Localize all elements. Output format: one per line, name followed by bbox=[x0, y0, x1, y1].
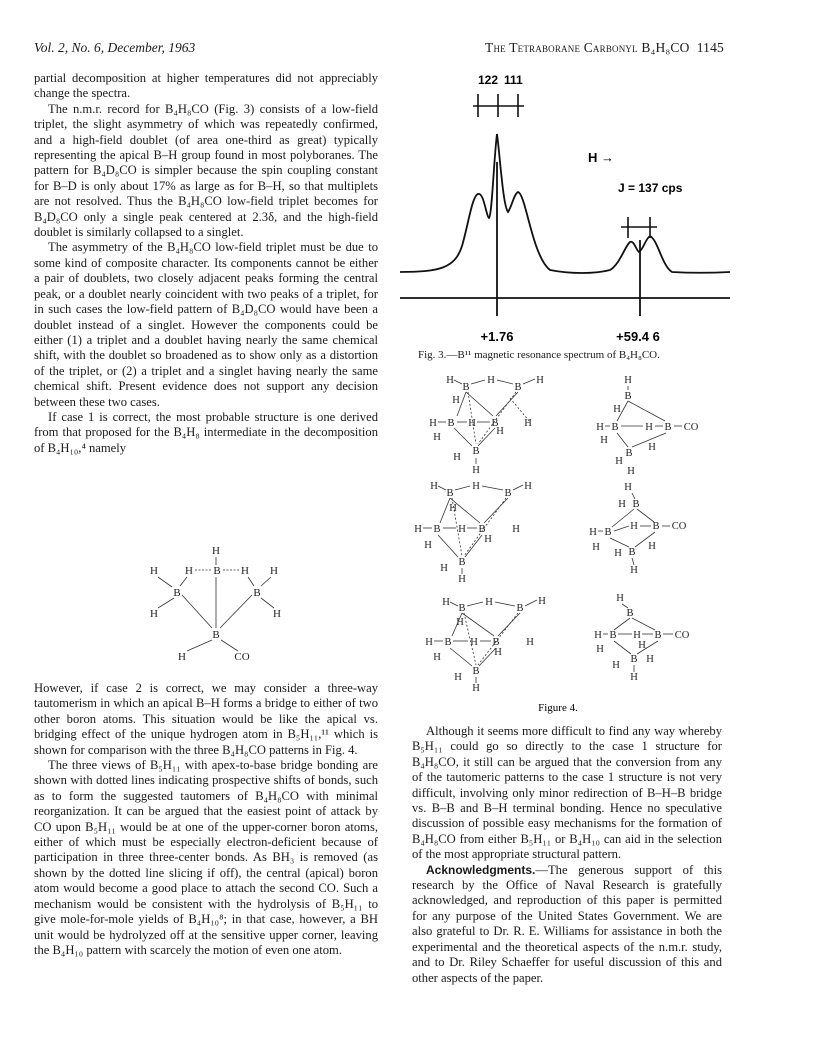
atom-label: B bbox=[433, 524, 441, 535]
atom-label: H bbox=[600, 435, 608, 446]
atom-label: H bbox=[185, 565, 193, 577]
atom-label: B bbox=[444, 637, 452, 648]
atom-label: B bbox=[458, 557, 466, 568]
acknowledgments-paragraph bbox=[412, 863, 722, 986]
right-column-bottom bbox=[412, 724, 722, 986]
atom-label: H bbox=[616, 593, 624, 604]
atom-label: H bbox=[442, 597, 450, 608]
atom-label: B bbox=[173, 587, 181, 599]
atom-label: H bbox=[273, 608, 281, 620]
atom-label: B bbox=[462, 382, 470, 393]
running-title: The Tetraborane Carbonyl B₄H₈CO bbox=[485, 40, 690, 55]
paragraph: The asymmetry of the B₄H₈CO low-field triplet must be due to some kind of composite character. Its components cannot be either a pair of doublets, two closely adjacent peaks forming the central peak, or a doublet nearly coincident with two peaks of a triplet, for in such cases the low-field pattern of B₄D₈CO would have been a doublet instead of a singlet. However the components could be either (1) a triplet and a doublet having nearly the same chemical shift, with the doublet so broadened as to show only as a distortion of the triplet, or (2) a triplet and a singlet having nearly the same chemical shift. Present evidence does not support any decision between these two cases. bbox=[34, 240, 378, 409]
atom-label: H bbox=[150, 565, 158, 577]
atom-label: H bbox=[630, 672, 638, 683]
atom-label: CO bbox=[674, 630, 690, 641]
atom-label: B bbox=[472, 666, 480, 677]
atom-label: H bbox=[536, 375, 544, 386]
atom-label: B bbox=[609, 630, 617, 641]
atom-label: B bbox=[478, 524, 486, 535]
paragraph: If case 1 is correct, the most probable structure is one derived from that proposed for the B₄H₈ intermediate in the decomposition of B₄H₁₀,⁴ namely bbox=[34, 409, 378, 455]
atom-label: H bbox=[458, 574, 466, 585]
atom-label: H bbox=[484, 534, 492, 545]
atom-label: H bbox=[648, 541, 656, 552]
atom-label: B bbox=[447, 418, 455, 429]
field-direction-label: H → bbox=[588, 150, 614, 165]
acknowledgments-text: —The generous support of this research by the Office of Naval Research is gratefully acknowledged, and reproduction of this paper is permitted for any purpose of the United States Government. We are also grateful to Dr. R. E. Williams for assistance in both the experimental and the theoretical aspects of the n.m.r. study, and to Dr. Riley Schaeffer for useful discussion of this and other aspects of the paper. bbox=[412, 862, 722, 985]
journal-volume: Vol. 2, No. 6, December, 1963 bbox=[34, 40, 196, 55]
atom-label: B bbox=[626, 608, 634, 619]
atom-label: H bbox=[424, 540, 432, 551]
atom-label: H bbox=[470, 637, 478, 648]
atom-label: H bbox=[454, 672, 462, 683]
atom-label: H bbox=[270, 565, 278, 577]
coupling-label: 111 bbox=[504, 73, 523, 87]
atom-label: H bbox=[429, 418, 437, 429]
atom-label: B bbox=[625, 448, 633, 459]
atom-label: H bbox=[594, 630, 602, 641]
atom-label: H bbox=[472, 481, 480, 492]
paragraph: partial decomposition at higher temperatures did not appreciably change the spectra. bbox=[34, 71, 378, 101]
atom-label: B bbox=[253, 587, 261, 599]
atom-label: H bbox=[645, 422, 653, 433]
atom-label: H bbox=[446, 375, 454, 386]
figure-4-caption: Figure 4. bbox=[538, 702, 578, 714]
atom-label: CO bbox=[683, 422, 699, 433]
atom-label: H bbox=[614, 548, 622, 559]
running-header bbox=[485, 40, 724, 56]
atom-label: B bbox=[611, 422, 619, 433]
atom-label: H bbox=[538, 596, 546, 607]
atom-label: H bbox=[524, 418, 532, 429]
atom-label: H bbox=[440, 563, 448, 574]
atom-label: B bbox=[514, 382, 522, 393]
atom-label: B bbox=[654, 630, 662, 641]
atom-label: H bbox=[485, 597, 493, 608]
chemical-shift-label: +59.4 6 bbox=[616, 329, 660, 344]
atom-label: H bbox=[449, 503, 457, 514]
left-column-top bbox=[34, 71, 378, 456]
coupling-marker bbox=[473, 94, 524, 117]
spectrum-trace bbox=[400, 134, 730, 273]
atom-label: H bbox=[596, 422, 604, 433]
atom-label: H bbox=[212, 545, 220, 557]
atom-label: B bbox=[504, 488, 512, 499]
atom-label: H bbox=[456, 617, 464, 628]
atom-label: B bbox=[630, 654, 638, 665]
atom-label: H bbox=[496, 426, 504, 437]
atom-label: H bbox=[414, 524, 422, 535]
nmr-spectrum-figure bbox=[400, 66, 730, 346]
atom-label: H bbox=[452, 395, 460, 406]
atom-label: H bbox=[589, 527, 597, 538]
left-column-bottom bbox=[34, 681, 378, 958]
atom-label: H bbox=[630, 565, 638, 576]
atom-label: CO bbox=[671, 521, 687, 532]
paragraph: Although it seems more difficult to find any way whereby B₅H₁₁ could go so directly to the case 1 structure for B₄H₈CO, it still can be argued that the conversion from any of the tautomeric patterns to the case 1 structure is not very difficult, involving only minor redirection of B–H–B bridge vs. B–B and B–H terminal bonding. Hence no speculative discussion of possible easy mechanisms for the formation of B₄H₈CO from either B₅H₁₁ or B₄H₁₀ can aid in the selection of the most appropriate structural pattern. bbox=[412, 724, 722, 862]
atom-label: H bbox=[613, 404, 621, 415]
atom-label: H bbox=[618, 499, 626, 510]
coupling-label: 122 bbox=[478, 73, 499, 87]
atom-label: H bbox=[433, 652, 441, 663]
atom-label: B bbox=[664, 422, 672, 433]
atom-label: H bbox=[178, 651, 186, 663]
atom-label: H bbox=[646, 654, 654, 665]
atom-label: B bbox=[628, 547, 636, 558]
atom-label: H bbox=[472, 683, 480, 694]
atom-label: H bbox=[512, 524, 520, 535]
paragraph: The n.m.r. record for B₄H₈CO (Fig. 3) consists of a low-field triplet, the slight asymmetry of which was repeatedly confirmed, and a high-field doublet (of area one-third as great) typically representing the apical B–H group found in most polyboranes. The pattern for B₄D₈CO is simpler because the spin coupling constant for B–D is only about 17% as large as for B–H, so that multiplets are not resolved. Thus the B₄H₈CO low-field triplet becomes for B₄D₈CO only a single peak centered at 2.3δ, and the high-field doublet is similarly collapsed to a singlet. bbox=[34, 101, 378, 240]
atom-label: H bbox=[468, 418, 476, 429]
atom-label: B bbox=[458, 603, 466, 614]
atom-label: H bbox=[592, 542, 600, 553]
paragraph: However, if case 2 is correct, we may consider a three-way tautomerism in which an apical B–H forms a bridge to either of two other boron atoms. This situation would be like the apical vs. bridging effect of the unique hydrogen atom in B₅H₁₁,¹¹ which is shown for comparison with the three B₄H₈CO patterns in Fig. 4. bbox=[34, 681, 378, 757]
atom-label: CO bbox=[234, 651, 250, 663]
atom-label: H bbox=[624, 482, 632, 493]
paragraph: The three views of B₅H₁₁ with apex-to-base bridge bonding are shown with dotted lines indicating prospective shifts of bonds, such as to form the suggested tautomers of B₄H₈CO with minimal reorganization. It can be argued that the easiest point of attack by CO upon B₅H₁₁ would be at one of the upper-corner boron atoms, either of which must be especially electron-deficient because of participation in three three-center bonds. As BH₃ is removed (as shown by the dotted line slicing if off), the central (apical) boron atom would become a good place to attach the second CO. Such a mechanism would be consistent with the hydrolysis of B₅H₁₁ to give mole-for-mole yields of B₄H₁₀⁸; in that case, however, a BH unit would be hydrolyzed off at the sensitive upper corner, leaving the B₄H₁₀ pattern with scarcely the motion of even one atom. bbox=[34, 758, 378, 957]
atom-label: B bbox=[212, 629, 220, 641]
atom-label: B bbox=[624, 391, 632, 402]
atom-label: H bbox=[458, 524, 466, 535]
doublet-marker bbox=[621, 217, 657, 238]
atom-label: H bbox=[453, 452, 461, 463]
atom-label: H bbox=[630, 521, 638, 532]
b4h8-structure-diagram bbox=[140, 540, 310, 670]
atom-label: H bbox=[624, 375, 632, 386]
atom-label: B bbox=[492, 637, 500, 648]
atom-label: H bbox=[472, 465, 480, 476]
atom-label: H bbox=[648, 442, 656, 453]
atom-label: H bbox=[430, 481, 438, 492]
atom-label: H bbox=[596, 644, 604, 655]
atom-label: H bbox=[638, 640, 646, 651]
figure-3-caption: Fig. 3.—B¹¹ magnetic resonance spectrum of B₄H₈CO. bbox=[418, 349, 660, 361]
atom-label: H bbox=[433, 432, 441, 443]
atom-label: B bbox=[604, 527, 612, 538]
atom-label: H bbox=[241, 565, 249, 577]
atom-label: B bbox=[213, 565, 221, 577]
atom-label: H bbox=[150, 608, 158, 620]
atom-label: B bbox=[652, 521, 660, 532]
atom-label: B bbox=[516, 603, 524, 614]
atom-label: H bbox=[487, 375, 495, 386]
atom-label: H bbox=[524, 481, 532, 492]
atom-label: B bbox=[472, 446, 480, 457]
chemical-shift-label: +1.76 bbox=[480, 329, 514, 344]
atom-label: B bbox=[446, 488, 454, 499]
atom-label: H bbox=[425, 637, 433, 648]
atom-label: H bbox=[615, 456, 623, 467]
atom-label: H bbox=[633, 630, 641, 641]
atom-label: B bbox=[632, 499, 640, 510]
atom-label: B bbox=[491, 418, 499, 429]
atom-label: H bbox=[612, 660, 620, 671]
atom-label: H bbox=[627, 466, 635, 477]
page-number: 1145 bbox=[696, 40, 724, 55]
coupling-constant-label: J = 137 cps bbox=[618, 181, 683, 195]
figure-4-structures bbox=[410, 368, 730, 714]
atom-label: H bbox=[526, 637, 534, 648]
atom-label: H bbox=[494, 647, 502, 658]
acknowledgments-heading: Acknowledgments. bbox=[426, 862, 536, 877]
